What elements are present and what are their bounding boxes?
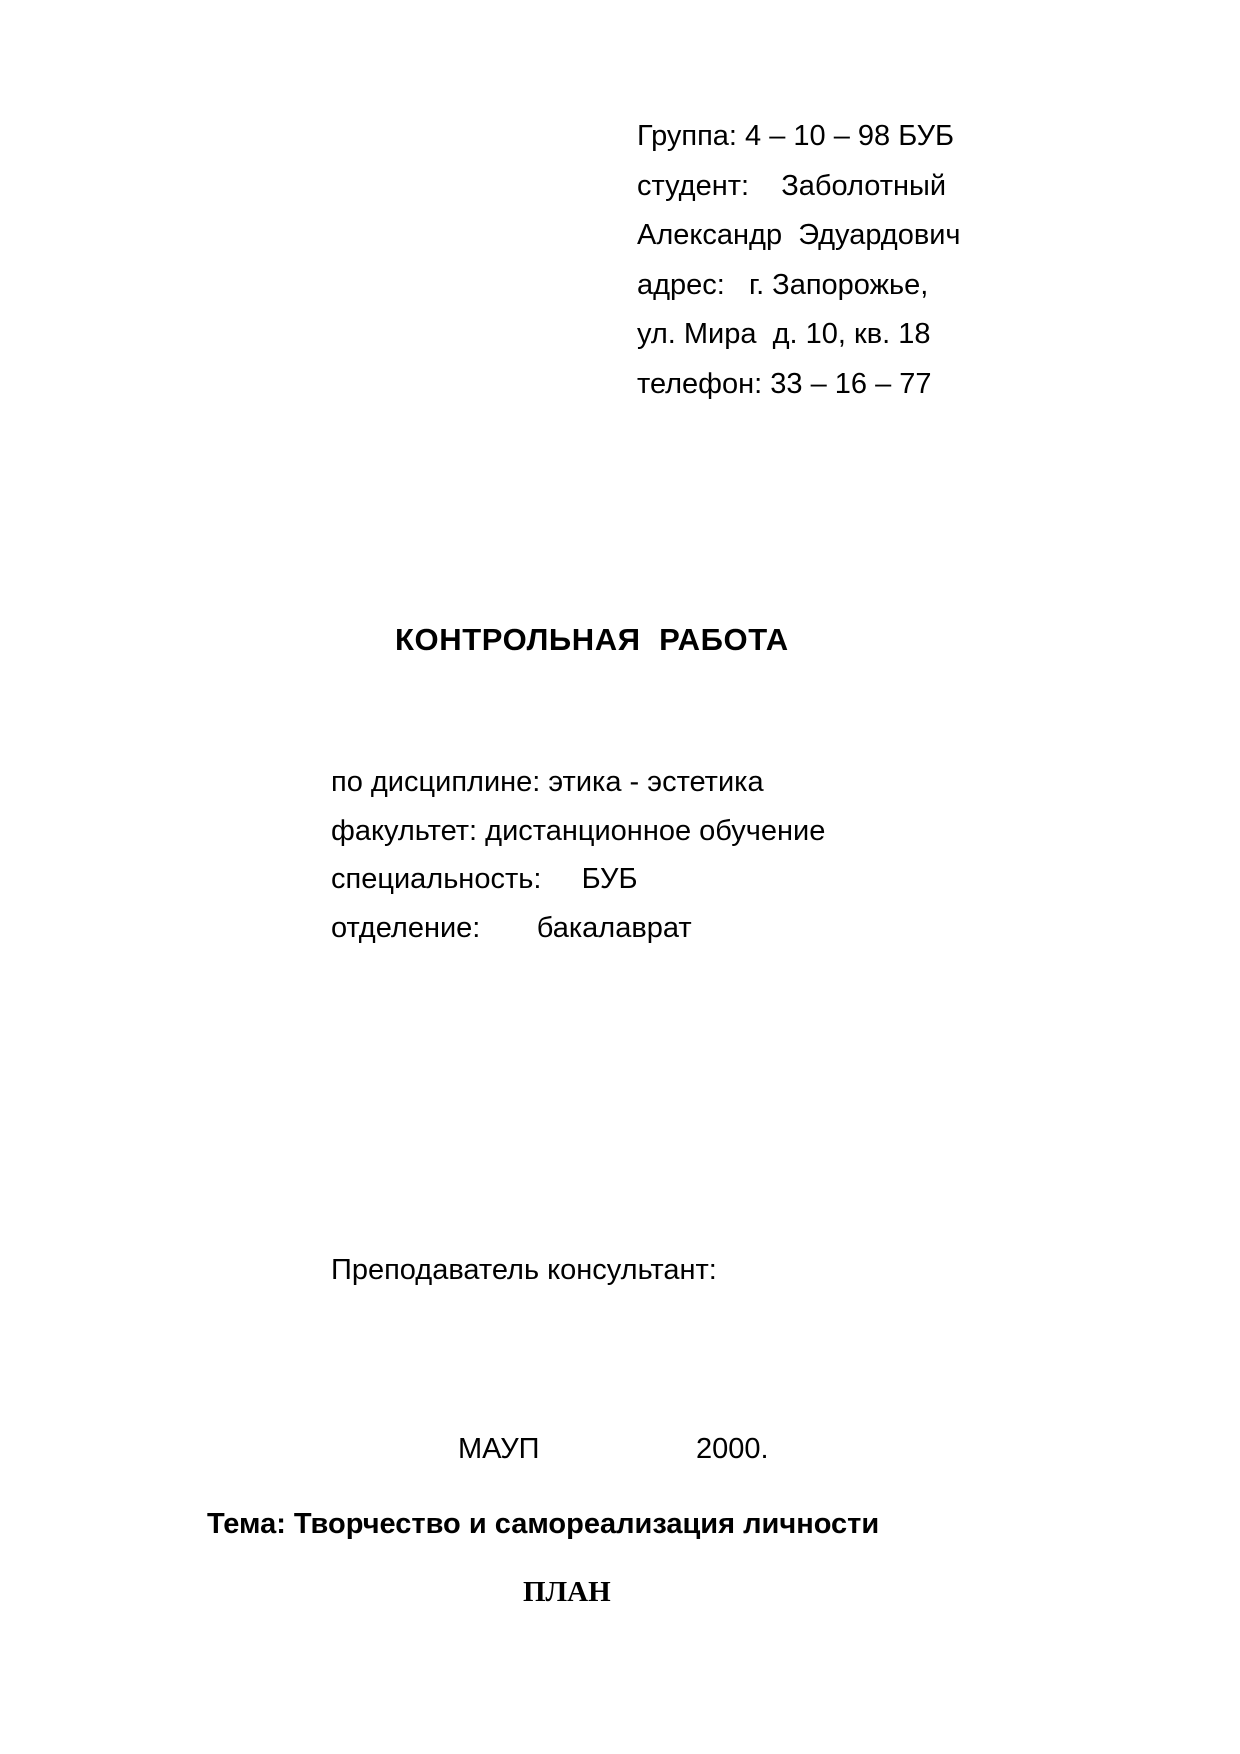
- discipline-info-block: [331, 758, 825, 952]
- student-name-line: Александр Эдуардович: [637, 219, 961, 251]
- phone-line: телефон: 33 – 16 – 77: [637, 367, 932, 400]
- document-title: КОНТРОЛЬНАЯ РАБОТА: [395, 622, 789, 657]
- student-line: студент: Заболотный: [637, 169, 947, 202]
- department-line: отделение: бакалаврат: [331, 911, 692, 944]
- plan-heading: ПЛАН: [523, 1576, 611, 1608]
- discipline-line: по дисциплине: этика - эстетика: [331, 766, 764, 798]
- footer-organization: МАУП: [458, 1433, 540, 1465]
- street-line: ул. Мира д. 10, кв. 18: [637, 318, 931, 350]
- footer-year: 2000.: [696, 1433, 769, 1465]
- student-info-block: [637, 112, 961, 409]
- topic-heading: Тема: Творчество и самореализация личности: [207, 1508, 880, 1540]
- group-line: Группа: 4 – 10 – 98 БУБ: [637, 120, 955, 152]
- teacher-line: Преподаватель консультант:: [331, 1254, 717, 1286]
- specialty-line: специальность: БУБ: [331, 863, 638, 895]
- address-line: адрес: г. Запорожье,: [637, 268, 929, 301]
- faculty-line: факультет: дистанционное обучение: [331, 814, 826, 847]
